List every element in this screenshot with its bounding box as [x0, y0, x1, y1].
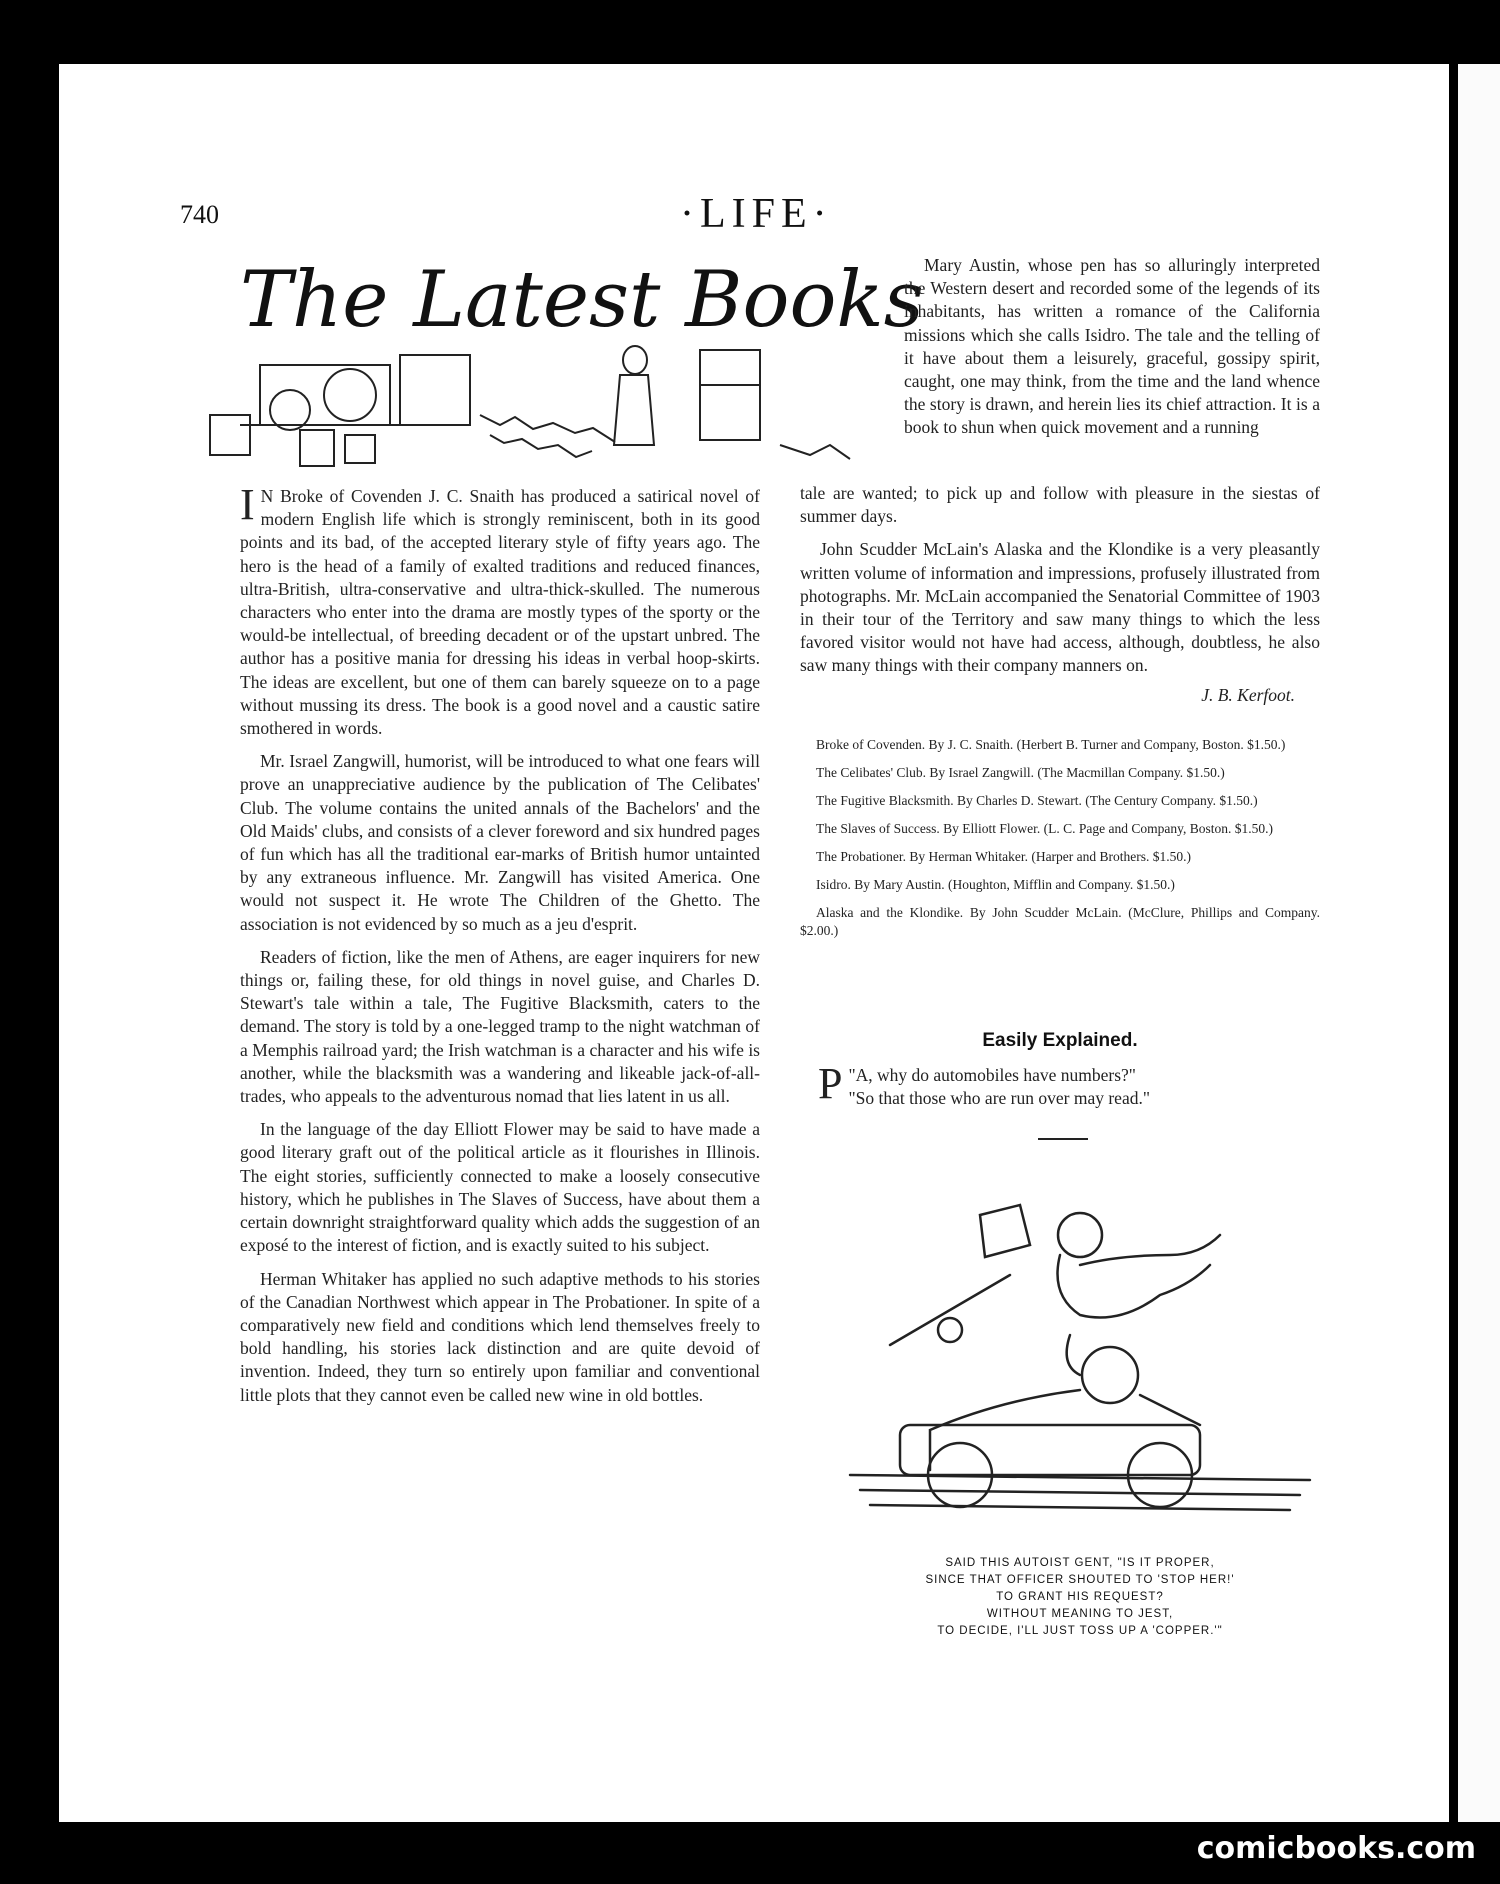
caption-line: SAID THIS AUTOIST GENT, "IS IT PROPER,: [945, 1557, 1215, 1569]
site-watermark: comicbooks.com: [1196, 1831, 1476, 1866]
book-reference: The Celibates' Club. By Israel Zangwill. (The Macmillan Company. $1.50.): [816, 765, 1225, 780]
page-number: 740: [180, 200, 219, 229]
book-reference: The Slaves of Success. By Elliott Flower. (L. C. Page and Company, Boston. $1.50.): [816, 821, 1273, 836]
reviewer-signature: J. B. Kerfoot.: [1201, 684, 1295, 705]
right-column-top: [904, 254, 1320, 450]
right-column-main: [800, 482, 1320, 707]
joke-title: Easily Explained.: [982, 1030, 1138, 1051]
probationer-review: Herman Whitaker has applied no such adaptive methods to his stories of the Canadian Northwest which appear in The Probationer. In spite of a comparatively new field and conditions which lend themselves freely to bold handling, his stories lack distinction and are quite devoid of invention. Indeed, they turn so entirely upon familiar and conventional little plots that they cannot even be called new wine in old bottles.: [240, 1268, 760, 1405]
joke-text: [800, 1059, 1320, 1110]
caption-line: WITHOUT MEANING TO JEST,: [986, 1608, 1174, 1620]
divider-rule: [1038, 1138, 1088, 1140]
caption-line: SINCE THAT OFFICER SHOUTED TO 'STOP HER!': [925, 1574, 1235, 1586]
magazine-title: ·LIFE·: [680, 191, 833, 237]
isidro-review-continued: tale are wanted; to pick up and follow with pleasure in the siestas of summer days.: [800, 483, 1320, 527]
dropcap-p: P: [818, 1059, 843, 1108]
joke-line-1: "A, why do automobiles have numbers?": [848, 1065, 1136, 1085]
book-reference: Broke of Covenden. By J. C. Snaith. (Herbert B. Turner and Company, Boston. $1.50.): [816, 737, 1286, 752]
caption-line: TO DECIDE, I'LL JUST TOSS UP A 'COPPER.'": [937, 1625, 1223, 1637]
dropcap-i: I: [240, 480, 255, 529]
slaves-of-success-review: In the language of the day Elliott Flower may be said to have made a good literary graft out of the political article as it flourishes in Illinois. The eight stories, sufficiently connected to make a loosely consecutive history, which he publishes in The Slaves of Success, have about them a certain downright straightforward quality which adds the suggestion of an exposé to the interest of fiction, and is exactly suited to his subject.: [240, 1119, 760, 1256]
book-reference: Alaska and the Klondike. By John Scudder McLain. (McClure, Phillips and Company. $2.00.): [800, 905, 1320, 938]
book-reference: The Probationer. By Herman Whitaker. (Harper and Brothers. $1.50.): [816, 849, 1192, 864]
review-text: N Broke of Covenden J. C. Snaith has produced a satirical novel of modern English life which is strongly reminiscent, both in its good points and its bad, of the accepted literary style of fifty years ago. The hero is the head of a family of exalted traditions and reduced finances, ultra-British, ultra-conservative and ultra-thick-skulled. The numerous characters who enter into the drama are mostly types of the sporty or the would-be intellectual, of breeding decadent or of the upstart unbred. The author has a positive mania for dressing his ideas in verbal hoop-skirts. The ideas are excellent, but one of them can barely squeeze on to a page without mussing its dress. The book is a good novel and a caustic satire smothered in words.: [240, 486, 760, 739]
caption-line: TO GRANT HIS REQUEST?: [996, 1591, 1164, 1603]
celibates-club-review: Mr. Israel Zangwill, humorist, will be introduced to what one fears will prove an unappreciative audience by the publication of The Celibates' Club. The volume contains the united annals of the Bachelors' and the Old Maids' clubs, and consists of a clever foreword and six hundred pages of fun which has all the traditional ear-marks of British humor untainted by any extraneous influence. Mr. Zangwill has visited America. One would not suspect it. He wrote The Children of the Ghetto. The association is not evidenced by so much as a jeu d'esprit.: [240, 751, 760, 934]
book-references: [800, 736, 1320, 950]
automobile-cartoon: [830, 1175, 1330, 1535]
broke-of-covenden-review: [240, 480, 760, 740]
left-column: [240, 480, 760, 1417]
fugitive-blacksmith-review: Readers of fiction, like the men of Athens, are eager inquirers for new things or, failing these, for old things in novel guise, and Charles D. Stewart's tale within a tale, The Fugitive Blacksmith, caters to the demand. The story is told by a one-legged tramp to the night watchman of a Memphis railroad yard; the Irish watchman is a character and his wife is another, while the blacksmith was a wandering and likeable jack-of-all-trades, who appeals to the adventurous nomad that lies latent in us all.: [240, 946, 760, 1107]
section-heading: The Latest Books: [240, 255, 924, 345]
joke-line-2: "So that those who are run over may read.": [848, 1088, 1150, 1108]
printing-press-illustration: [180, 325, 900, 475]
book-reference: The Fugitive Blacksmith. By Charles D. Stewart. (The Century Company. $1.50.): [816, 793, 1258, 808]
book-reference: Isidro. By Mary Austin. (Houghton, Mifflin and Company. $1.50.): [816, 877, 1175, 892]
isidro-review: Mary Austin, whose pen has so alluringly interpreted the Western desert and recorded some of the legends of its inhabitants, has written a romance of the California missions which she calls Isidro. The tale and the telling of it have about them a leisurely, graceful, gossipy spirit, caught, one may think, from the time and the land whence the story is drawn, and herein lies its chief attraction. It is a book to shun when quick movement and a running: [904, 255, 1320, 438]
adjacent-page-edge: [1458, 64, 1500, 1822]
alaska-review: John Scudder McLain's Alaska and the Klondike is a very pleasantly written volume of information and impressions, profusely illustrated from photographs. Mr. McLain accompanied the Senatorial Committee of 1903 in their tour of the Territory and saw many things to which the less favored visitor would not have had access, although, doubtless, he also saw many things with their company manners on.: [800, 539, 1320, 676]
section-heading-illustration: [180, 255, 924, 475]
cartoon-caption: [870, 1555, 1290, 1640]
